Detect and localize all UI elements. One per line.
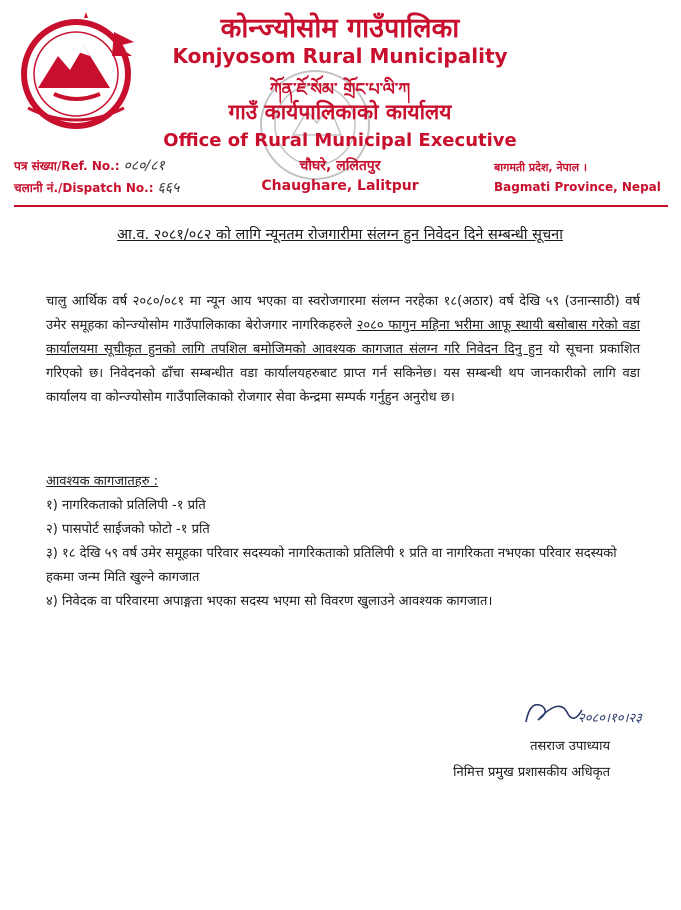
- body-text-deadline: २०८० फागुन महिना भरीमा आफू स्थायी बसोबास गरेको वडा कार्यालयमा सूचीकृत हुनको लागि तपशिल बमोजिमको आवश्यक कागजात संलग्न गरि निवेदन दिनु हुन: [46, 318, 640, 357]
- documents-heading: आवश्यक कागजातहरु :: [46, 474, 158, 489]
- notice-body: [46, 290, 640, 410]
- dispatch-label: चलानी नं./Dispatch No.:: [14, 181, 154, 195]
- office-name-nepali: गाउँ कार्यपालिकाको कार्यालय: [228, 100, 452, 124]
- municipality-emblem: [14, 12, 146, 130]
- place-english: Chaughare, Lalitpur: [261, 178, 419, 194]
- signatory-designation: निमित्त प्रमुख प्रशासकीय अधिकृत: [453, 765, 610, 780]
- body-text-closing: यो सूचना प्रकाशित गरिएको छ। निवेदनको ढाँचा सम्बन्धीत वडा कार्यालयहरुबाट प्राप्त गर्न सकिनेछ। यस सम्बन्धी थप जानकारीको लागि वडा कार्यालय वा कोन्ज्योसोम गाउँपालिकाको रोजगार सेवा केन्द्रमा सम्पर्क गर्नुहुन अनुरोध छ।: [46, 342, 640, 405]
- office-name-english: Office of Rural Municipal Executive: [163, 130, 517, 151]
- list-item: ३) १८ देखि ५९ वर्ष उमेर समूहका परिवार सदस्यको नागरिकताको प्रतिलिपी १ प्रति वा नागरिकता नभएका परिवार सदस्यको हकमा जन्म मिति खुल्ने कागजात: [46, 546, 617, 585]
- signature-date: २०८०।१०।२३: [578, 711, 642, 726]
- province-nepali: बागमती प्रदेश, नेपाल ।: [494, 161, 588, 174]
- header-divider: [14, 205, 668, 207]
- dispatch-number: [14, 178, 179, 197]
- municipality-name-script: ཀོན་ཇོ་སོམ་ གྲོང་པ་ལི་ཀ: [269, 80, 411, 100]
- signatory-name: तसराज उपाध्याय: [530, 739, 610, 754]
- body-text-intro: चालु आर्थिक वर्ष २०८०/०८१ मा न्यून आय भएका वा स्वरोजगारमा संलग्न नरहेका १८(अठार) वर्ष देखि ५९ (उनान्साठी) वर्ष उमेर समूहका कोन्ज्योसोम गाउँपालिकाका बेरोजगार नागरिकहरुले: [46, 294, 640, 333]
- municipality-name-english: Konjyosom Rural Municipality: [172, 44, 508, 68]
- dispatch-value: ६६५: [157, 180, 180, 196]
- handwritten-signature: [520, 692, 650, 732]
- province-english: Bagmati Province, Nepal: [494, 180, 661, 194]
- place-nepali: चौघरे, ललितपुर: [299, 158, 381, 174]
- notice-subject: आ.व. २०८१/०८२ को लागि न्यूनतम रोजगारीमा संलग्न हुन निवेदन दिने सम्बन्धी सूचना: [117, 227, 563, 243]
- municipality-name-nepali: कोन्ज्योसोम गाउँपालिका: [220, 13, 460, 44]
- list-item: २) पासपोर्ट साईजको फोटो -१ प्रति: [46, 522, 210, 537]
- list-item: ४) निवेदक वा परिवारमा अपाङ्गता भएका सदस्य भएमा सो विवरण खुलाउने आवश्यक कागजात।: [46, 594, 493, 609]
- required-documents: [46, 470, 646, 614]
- reference-label: पत्र संख्या/Ref. No.:: [14, 159, 120, 173]
- reference-value: ०८०/८१: [123, 158, 165, 174]
- reference-number: [14, 156, 165, 175]
- list-item: १) नागरिकताको प्रतिलिपी -१ प्रति: [46, 498, 206, 513]
